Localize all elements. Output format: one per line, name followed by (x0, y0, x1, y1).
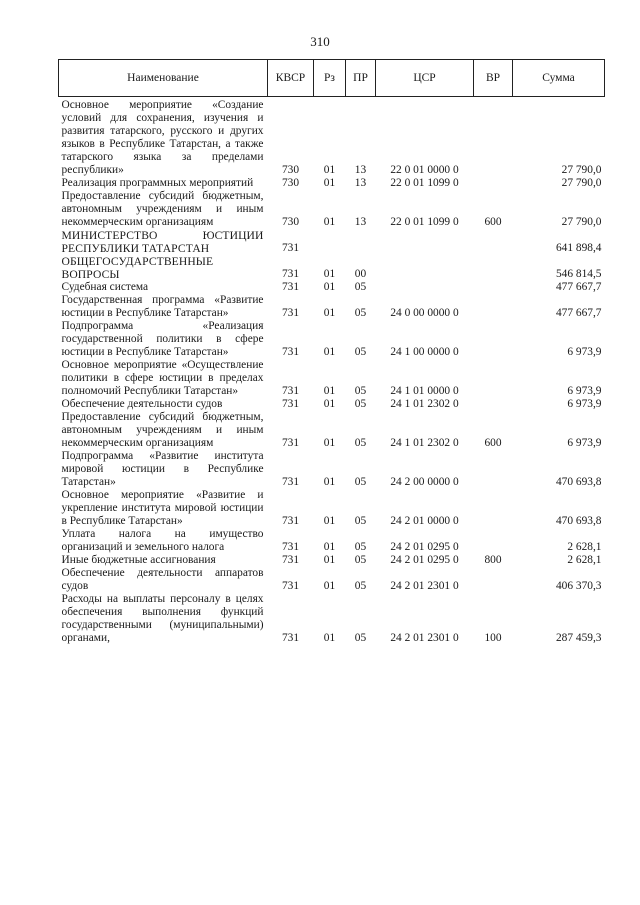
cell-pr: 05 (354, 632, 367, 644)
cell-csr: 24 0 00 0000 0 (390, 307, 459, 319)
cell-kvsr: 731 (281, 554, 300, 566)
table-row (59, 411, 605, 450)
cell-rz: 01 (323, 346, 336, 358)
table-body (59, 97, 605, 646)
cell-csr: 24 2 01 2301 0 (390, 580, 459, 592)
cell-name: МИНИСТЕРСТВО ЮСТИЦИИ РЕСПУБЛИКИ ТАТАРСТАН (61, 229, 264, 255)
cell-name: ОБЩЕГОСУДАРСТВЕННЫЕ ВОПРОСЫ (61, 255, 214, 281)
cell-rz: 01 (323, 281, 336, 293)
cell-name: Обеспечение деятельности судов (61, 398, 223, 410)
cell-sum: 2 628,1 (567, 541, 602, 553)
cell-pr: 13 (354, 177, 367, 189)
cell-pr (346, 229, 376, 255)
page-number: 310 (310, 34, 330, 49)
cell-rz: 01 (323, 398, 336, 410)
cell-vr (474, 255, 513, 281)
table-header (59, 60, 605, 97)
cell-name: Основное мероприятие «Развитие и укрепление института мировой юстиции в Республике Татарстан» (61, 489, 264, 527)
table-row (59, 359, 605, 398)
cell-name: Основное мероприятие «Создание условий для сохранения, изучения и развития татарского, русского и других языков в Республике Татарстан, а также татарского языка за пределами республики» (61, 99, 264, 176)
cell-sum: 6 973,9 (567, 398, 602, 410)
table-row (59, 489, 605, 528)
cell-csr: 24 2 01 0000 0 (390, 515, 459, 527)
cell-sum: 2 628,1 (567, 554, 602, 566)
header-vr: ВР (474, 60, 513, 97)
cell-name: Расходы на выплаты персоналу в целях обеспечения выполнения функций государственными (муниципальными) органами, (61, 593, 264, 644)
cell-name: Судебная система (61, 281, 149, 293)
cell-vr: 600 (484, 437, 502, 449)
cell-vr: 800 (484, 554, 502, 566)
table-row (59, 398, 605, 411)
cell-pr: 05 (354, 554, 367, 566)
cell-sum: 470 693,8 (555, 476, 602, 488)
cell-vr (474, 320, 513, 359)
cell-vr: 100 (484, 632, 502, 644)
cell-kvsr: 730 (281, 216, 300, 228)
cell-rz: 01 (323, 437, 336, 449)
cell-rz: 01 (323, 515, 336, 527)
cell-rz: 01 (323, 268, 336, 280)
cell-csr: 24 2 00 0000 0 (390, 476, 459, 488)
cell-pr: 00 (354, 268, 367, 280)
cell-rz: 01 (323, 216, 336, 228)
cell-kvsr: 731 (281, 346, 300, 358)
header-name: Наименование (59, 60, 268, 97)
cell-kvsr: 730 (281, 164, 300, 176)
table-row (59, 229, 605, 255)
cell-rz: 01 (323, 164, 336, 176)
cell-name: Обеспечение деятельности аппаратов судов (61, 567, 264, 592)
cell-sum: 406 370,3 (555, 580, 602, 592)
cell-kvsr: 731 (281, 398, 300, 410)
cell-pr: 05 (354, 346, 367, 358)
cell-sum: 546 814,5 (555, 268, 602, 280)
cell-vr (474, 97, 513, 178)
cell-rz: 01 (323, 632, 336, 644)
cell-kvsr: 731 (281, 242, 300, 254)
cell-csr: 22 0 01 0000 0 (390, 164, 459, 176)
table-row (59, 97, 605, 178)
cell-vr (474, 294, 513, 320)
cell-vr (474, 359, 513, 398)
cell-kvsr: 730 (281, 177, 300, 189)
cell-kvsr: 731 (281, 307, 300, 319)
cell-vr (474, 489, 513, 528)
cell-pr: 13 (354, 164, 367, 176)
cell-sum: 477 667,7 (555, 307, 602, 319)
table-row (59, 528, 605, 554)
cell-pr: 05 (354, 541, 367, 553)
cell-sum: 27 790,0 (561, 216, 602, 228)
cell-csr (376, 255, 474, 281)
table-row (59, 177, 605, 190)
cell-rz: 01 (323, 177, 336, 189)
table-row (59, 190, 605, 229)
cell-sum: 6 973,9 (567, 346, 602, 358)
cell-rz: 01 (323, 385, 336, 397)
header-pr: ПР (346, 60, 376, 97)
table-row (59, 294, 605, 320)
cell-sum: 27 790,0 (561, 177, 602, 189)
cell-kvsr: 731 (281, 268, 300, 280)
cell-rz: 01 (323, 541, 336, 553)
cell-vr: 600 (484, 216, 502, 228)
header-csr: ЦСР (376, 60, 474, 97)
table-row (59, 320, 605, 359)
cell-sum: 27 790,0 (561, 164, 602, 176)
cell-csr: 24 1 01 0000 0 (390, 385, 459, 397)
cell-kvsr: 731 (281, 437, 300, 449)
cell-csr: 22 0 01 1099 0 (390, 216, 459, 228)
cell-csr (376, 229, 474, 255)
cell-sum: 6 973,9 (567, 385, 602, 397)
table-row (59, 593, 605, 645)
cell-csr: 22 0 01 1099 0 (390, 177, 459, 189)
table-row (59, 450, 605, 489)
cell-pr: 05 (354, 398, 367, 410)
cell-csr: 24 1 01 2302 0 (390, 437, 459, 449)
cell-kvsr: 731 (281, 515, 300, 527)
cell-rz: 01 (323, 476, 336, 488)
cell-kvsr: 731 (281, 541, 300, 553)
header-sum: Сумма (513, 60, 605, 97)
header-kvsr: КВСР (268, 60, 314, 97)
cell-rz: 01 (323, 580, 336, 592)
cell-csr: 24 2 01 2301 0 (390, 632, 459, 644)
cell-name: Подпрограмма «Реализация государственной политики в сфере юстиции в Республике Татарстан» (61, 320, 264, 358)
cell-csr: 24 1 00 0000 0 (390, 346, 459, 358)
cell-pr: 05 (354, 307, 367, 319)
cell-rz (314, 229, 346, 255)
cell-sum: 287 459,3 (555, 632, 602, 644)
cell-sum: 477 667,7 (555, 281, 602, 293)
cell-vr (474, 281, 513, 294)
cell-pr: 05 (354, 580, 367, 592)
table-row (59, 281, 605, 294)
cell-pr: 05 (354, 437, 367, 449)
cell-name: Подпрограмма «Развитие института мировой юстиции в Республике Татарстан» (61, 450, 264, 488)
cell-pr: 05 (354, 281, 367, 293)
cell-csr: 24 2 01 0295 0 (390, 554, 459, 566)
cell-csr: 24 2 01 0295 0 (390, 541, 459, 553)
table-row (59, 567, 605, 593)
cell-vr (474, 528, 513, 554)
cell-sum: 470 693,8 (555, 515, 602, 527)
cell-pr: 05 (354, 476, 367, 488)
cell-vr (474, 450, 513, 489)
cell-pr: 05 (354, 515, 367, 527)
table-row (59, 255, 605, 281)
table-row (59, 554, 605, 567)
cell-name: Предоставление субсидий бюджетным, автономным учреждениям и иным некоммерческим организациям (61, 411, 264, 449)
cell-name: Предоставление субсидий бюджетным, автономным учреждениям и иным некоммерческим организациям (61, 190, 264, 228)
cell-name: Государственная программа «Развитие юстиции в Республике Татарстан» (61, 294, 264, 319)
cell-kvsr: 731 (281, 632, 300, 644)
cell-kvsr: 731 (281, 281, 300, 293)
cell-pr: 05 (354, 385, 367, 397)
cell-vr (474, 177, 513, 190)
cell-rz: 01 (323, 554, 336, 566)
cell-csr: 24 1 01 2302 0 (390, 398, 459, 410)
cell-vr (474, 398, 513, 411)
cell-sum: 641 898,4 (555, 242, 602, 254)
cell-name: Уплата налога на имущество организаций и земельного налога (61, 528, 264, 553)
cell-name: Основное мероприятие «Осуществление политики в сфере юстиции в пределах полномочий Республики Татарстан» (61, 359, 264, 397)
header-rz: Рз (314, 60, 346, 97)
cell-vr (474, 567, 513, 593)
cell-rz: 01 (323, 307, 336, 319)
cell-kvsr: 731 (281, 580, 300, 592)
cell-name: Реализация программных мероприятий (61, 177, 254, 189)
budget-table (58, 59, 605, 645)
cell-vr (474, 229, 513, 255)
cell-csr (376, 281, 474, 294)
cell-sum: 6 973,9 (567, 437, 602, 449)
cell-kvsr: 731 (281, 476, 300, 488)
cell-kvsr: 731 (281, 385, 300, 397)
cell-pr: 13 (354, 216, 367, 228)
cell-name: Иные бюджетные ассигнования (61, 554, 216, 566)
